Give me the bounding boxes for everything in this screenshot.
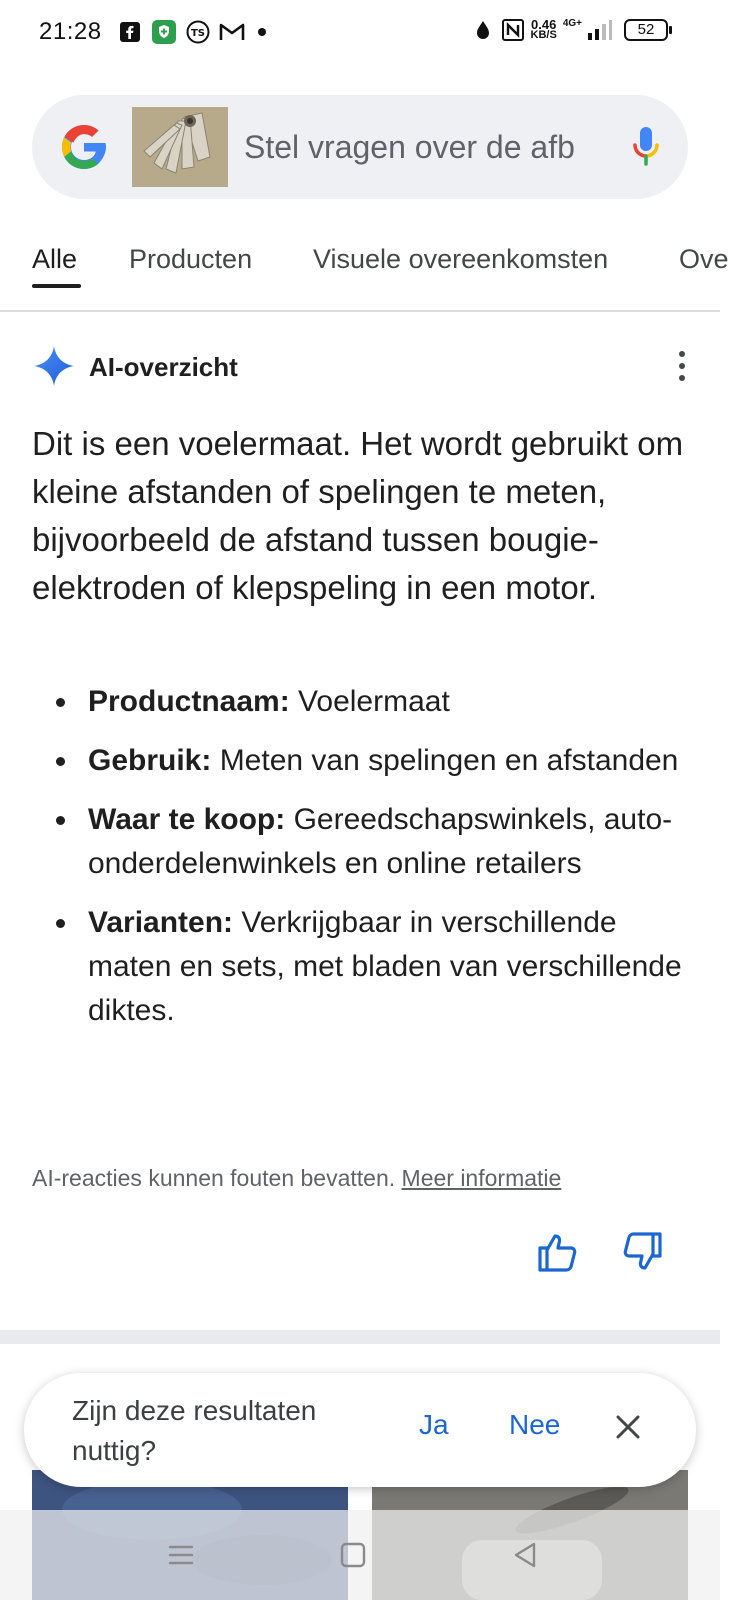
search-tabs <box>0 240 729 312</box>
bullet-label: Varianten: <box>88 906 234 939</box>
more-info-link[interactable]: Meer informatie <box>401 1165 562 1191</box>
net-speed <box>531 19 557 41</box>
thumbs-up-icon[interactable] <box>536 1230 580 1274</box>
ai-overview-bullets <box>32 680 692 1048</box>
net-speed-unit: KB/S <box>530 29 557 41</box>
net-speed-value: 0.46 <box>531 17 557 32</box>
search-bar[interactable] <box>32 95 688 199</box>
data-saver-icon <box>471 18 495 42</box>
shield-app-icon <box>152 20 176 44</box>
bullet-usage <box>32 739 692 783</box>
status-time: 21:28 <box>39 18 102 45</box>
more-options-icon[interactable] <box>672 348 692 384</box>
query-image-thumbnail[interactable] <box>132 107 228 187</box>
more-notifications-dot <box>258 28 266 36</box>
battery-indicator: 52 <box>624 19 668 41</box>
microphone-icon[interactable] <box>630 123 662 171</box>
tab-visual-matches[interactable]: Visuele overeenkomsten <box>313 244 609 274</box>
notification-icons <box>118 20 266 44</box>
bullet-text: Gereedschapswinkels, auto-onderdelenwinkels en online retailers <box>88 803 673 880</box>
system-icons <box>471 18 668 42</box>
google-logo-icon[interactable] <box>60 123 108 171</box>
tab-all[interactable]: Alle <box>32 244 78 274</box>
gemini-sparkle-icon <box>32 344 76 388</box>
home-icon[interactable] <box>336 1538 370 1572</box>
bullet-label: Productnaam: <box>88 685 290 718</box>
feedback-yes-button[interactable]: Ja <box>419 1409 449 1440</box>
back-icon[interactable] <box>508 1538 542 1572</box>
menu-icon[interactable] <box>164 1538 198 1572</box>
feedback-card <box>24 1373 696 1487</box>
ai-overview-summary: Dit is een voelermaat. Het wordt gebruikt om kleine afstanden of spelingen te meten, bijvoorbeeld de afstand tussen bougie-elektroden of klepspeling in een motor. <box>32 425 684 606</box>
active-tab-indicator <box>32 284 81 288</box>
ai-overview-title: AI-overzicht <box>89 352 238 382</box>
bullet-text: Verkrijgbaar in verschillende maten en sets, met bladen van verschillende diktes. <box>88 906 682 1027</box>
nfc-icon <box>501 18 525 42</box>
bullet-text: Meten van spelingen en afstanden <box>211 744 679 777</box>
gmail-icon <box>220 20 244 44</box>
bullet-where-to-buy <box>32 798 692 886</box>
tab-products[interactable]: Producten <box>129 244 253 274</box>
system-navigation-bar <box>0 1510 720 1600</box>
feedback-question: Zijn deze resultaten nuttig? <box>72 1395 317 1466</box>
tab-more[interactable]: Ove <box>679 244 729 274</box>
bullet-product-name <box>32 680 692 724</box>
facebook-icon <box>118 20 142 44</box>
bullet-label: Gebruik: <box>88 744 212 777</box>
status-bar <box>0 0 720 64</box>
close-icon[interactable] <box>612 1411 644 1443</box>
thumbs-down-icon[interactable] <box>620 1230 664 1274</box>
network-type: 4G+ <box>562 18 582 29</box>
ai-overview-header <box>32 344 692 388</box>
bullet-text: Voelermaat <box>289 685 450 718</box>
disclaimer-text: AI-reacties kunnen fouten bevatten. <box>32 1165 396 1191</box>
ts-app-icon <box>186 20 210 44</box>
search-input[interactable] <box>244 123 584 171</box>
feedback-no-button[interactable]: Nee <box>509 1409 561 1440</box>
bullet-variants <box>32 901 692 1033</box>
section-divider <box>0 1330 720 1344</box>
ai-disclaimer <box>32 1165 561 1192</box>
bullet-label: Waar te koop: <box>88 803 286 836</box>
svg-text:TS: TS <box>190 28 206 39</box>
signal-icon <box>588 18 612 42</box>
